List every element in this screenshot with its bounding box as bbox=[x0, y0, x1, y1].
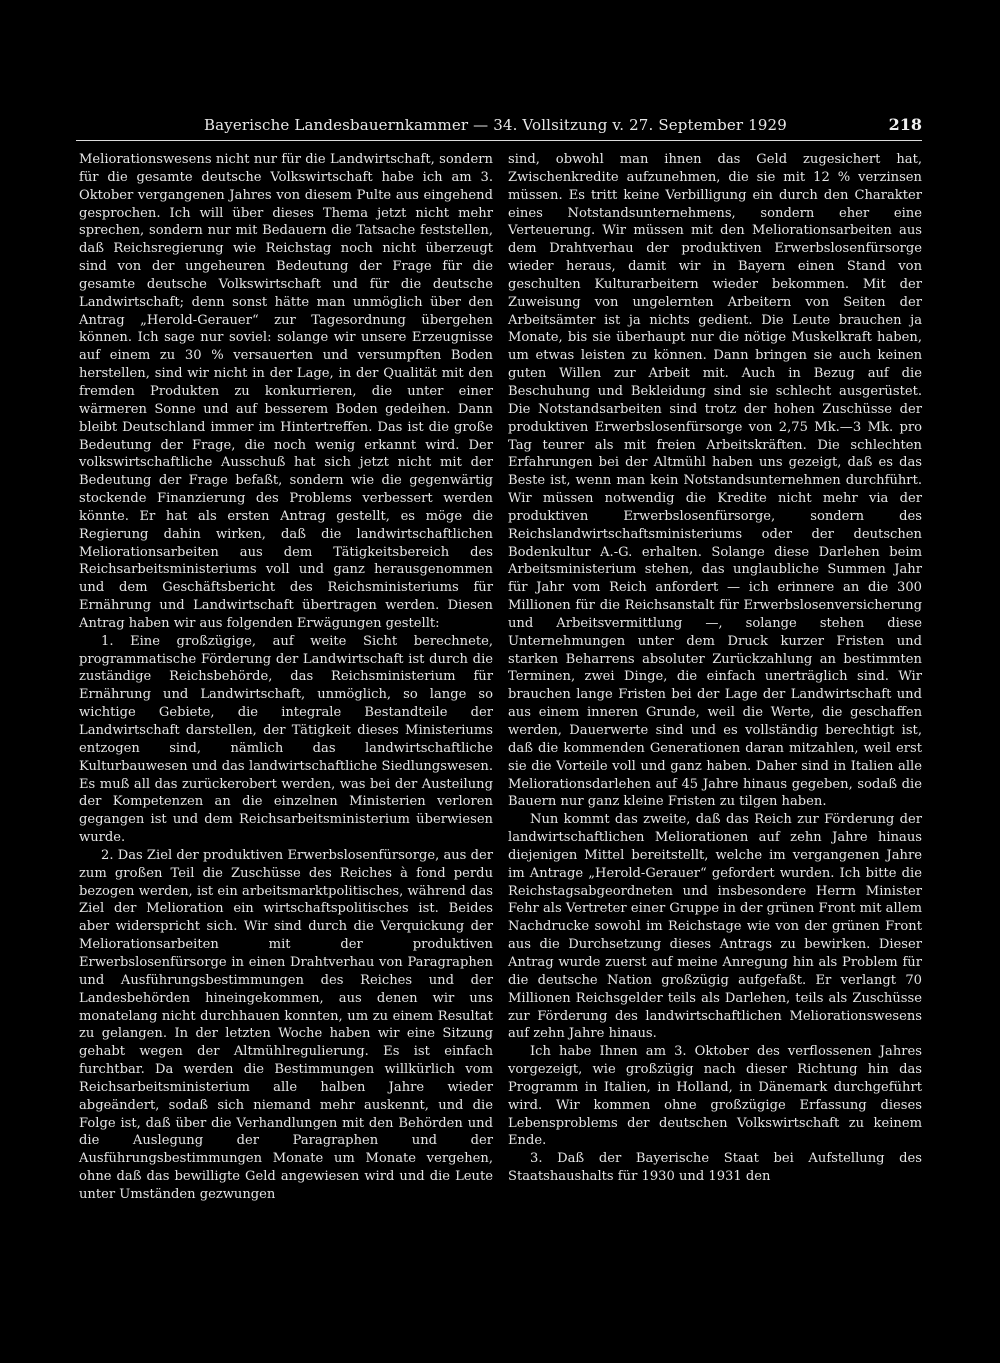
running-head: Bayerische Landesbauernkammer — 34. Vollsitzung v. 27. September 1929 bbox=[204, 116, 787, 134]
paragraph: sind, obwohl man ihnen das Geld zugesichert hat, Zwischenkredite aufzunehmen, die sie mit 12 % verzinsen müssen. Es tritt keine Verbilligung ein durch den Charakter eines Notstandsunternehmens, sondern eher eine Verteuerung. Wir müssen mit den Meliorationsarbeiten aus dem Drahtverhau der produktiven Erwerbslosenfürsorge wieder heraus, damit wir in Bayern einen Stand von geschulten Kulturarbeitern wieder bekommen. Mit der Zuweisung von ungelernten Arbeitern von Seiten der Arbeitsämter ist ja nichts gedient. Die Leute brauchen ja Monate, bis sie überhaupt nur die nötige Muskelkraft haben, um etwas leisten zu können. Dann bringen sie auch keinen guten Willen zur Arbeit mit. Auch in Bezug auf die Beschuhung und Bekleidung sind sie schlecht ausgerüstet. Die Notstandsarbeiten sind trotz der hohen Zuschüsse der produktiven Erwerbslosenfürsorge von 2,75 Mk.—3 Mk. pro Tag teurer als mit freien Arbeitskräften. Die schlechten Erfahrungen bei der Altmühl haben uns gezeigt, daß es das Beste ist, wenn man kein Notstandsunternehmen durchführt. Wir müssen notwendig die Kredite nicht mehr via der produktiven Erwerbslosenfürsorge, sondern des Reichslandwirtschaftsministeriums oder der deutschen Bodenkultur A.-G. erhalten. Solange diese Darlehen beim Arbeitsministerium stehen, das unglaubliche Summen Jahr für Jahr vom Reich anfordert — ich erinnere an die 300 Millionen für die Reichsanstalt für Erwerbslosenversicherung und Arbeitsvermittlung —, solange stehen diese Unternehmungen unter dem Druck kurzer Fristen und starken Beharrens absoluter Zurückzahlung an bestimmten Terminen, zwei Dinge, die einfach unerträglich sind. Wir brauchen lange Fristen bei der Lage der Landwirtschaft und aus einem inneren Grunde, weil die Werte, die geschaffen werden, Dauerwerte sind und es vollständig berechtigt ist, daß die kommenden Generationen daran mitzahlen, weil erst sie die Vorteile voll und ganz haben. Daher sind in Italien alle Meliorationsdarlehen auf 45 Jahre hinaus gegeben, sodaß die Bauern nur ganz kleine Fristen zu tilgen haben. bbox=[508, 152, 922, 810]
paragraph: 2. Das Ziel der produktiven Erwerbslosenfürsorge, aus der zum großen Teil die Zuschüsse des Reiches à fond perdu bezogen werden, ist ein arbeitsmarktpolitisches, während das Ziel der Melioration ein wirtschaftspolitisches ist. Beides aber widerspricht sich. Wir sind durch die Verquickung der Meliorationsarbeiten mit der produktiven Erwerbslosenfürsorge in einen Drahtverhau von Paragraphen und Ausführungsbestimmungen des Reiches und der Landesbehörden hineingekommen, aus denen wir uns monatelang nicht durchhauen konnten, um zu einem Resultat zu gelangen. In der letzten Woche haben wir eine Sitzung gehabt wegen der Altmühlregulierung. Es ist einfach furchtbar. Da werden die Bestimmungen willkürlich vom Reichsarbeitsministerium alle halben Jahre wieder abgeändert, sodaß sich niemand mehr auskennt, und die Folge ist, daß über die Verhandlungen mit den Behörden und die Auslegung der Paragraphen und der Ausführungsbestimmungen Monate um Monate vergehen, ohne daß das bewilligte Geld angewiesen wird und die Leute unter Umständen gezwungen bbox=[79, 847, 493, 1202]
left-column bbox=[79, 151, 493, 1204]
page-number: 218 bbox=[888, 115, 922, 134]
paragraph: Meliorationswesens nicht nur für die Landwirtschaft, sondern für die gesamte deutsche Volkswirtschaft habe ich am 3. Oktober vergangenen Jahres von diesem Pulte aus eingehend gesprochen. Ich will über dieses Thema jetzt nicht mehr sprechen, sondern nur mit Bedauern die Tatsache feststellen, daß Reichsregierung wie Reichstag noch nicht überzeugt sind von der ungeheuren Bedeutung der Frage für die gesamte deutsche Volkswirtschaft und für die deutsche Landwirtschaft; denn sonst hätte man unmöglich über den Antrag „Herold-Gerauer“ zur Tagesordnung übergehen können. Ich sage nur soviel: solange wir unsere Erzeugnisse auf einem zu 30 % versauerten und versumpften Boden herstellen, sind wir nicht in der Lage, in der Qualität mit den fremden Produkten zu konkurrieren, die unter einer wärmeren Sonne und auf besserem Boden gedeihen. Dann bleibt Deutschland immer im Hintertreffen. Das ist die große Bedeutung der Frage, die noch wenig erkannt wird. Der volkswirtschaftliche Ausschuß hat sich jetzt nicht mit der Bedeutung der Frage befaßt, sondern wie die gegenwärtig stockende Finanzierung des Problems verbessert werden könnte. Er hat als ersten Antrag gestellt, es möge die Regierung dahin wirken, daß die landwirtschaftlichen Meliorationsarbeiten aus dem Tätigkeitsbereich des Reichsarbeitsministeriums voll und ganz herausgenommen und dem Geschäftsbericht des Reichsministeriums für Ernährung und Landwirtschaft übertragen werden. Diesen Antrag haben wir aus folgenden Erwägungen gestellt: bbox=[79, 152, 493, 631]
right-column bbox=[508, 151, 922, 1186]
paragraph: 3. Daß der Bayerische Staat bei Aufstellung des Staatshaushalts für 1930 und 1931 den bbox=[508, 1151, 922, 1185]
paragraph: Ich habe Ihnen am 3. Oktober des verflossenen Jahres vorgezeigt, wie großzügig nach dieser Richtung hin das Programm in Italien, in Holland, in Dänemark durchgeführt wird. Wir kommen ohne großzügige Erfassung dieses Lebensproblems der deutschen Volkswirtschaft zu keinem Ende. bbox=[508, 1044, 922, 1149]
page-header bbox=[76, 112, 922, 141]
paragraph: Nun kommt das zweite, daß das Reich zur Förderung der landwirtschaftlichen Meliorationen auf zehn Jahre hinaus diejenigen Mittel bereitstellt, welche im vergangenen Jahre im Antrage „Herold-Gerauer“ gefordert wurden. Ich bitte die Reichstagsabgeordneten und insbesondere Herrn Minister Fehr als Vertreter einer Gruppe in der grünen Front mit allem Nachdrucke sowohl im Reichstage wie von der grünen Front aus die Durchsetzung dieses Antrags zu bewirken. Dieser Antrag wurde zuerst auf meine Anregung hin als Problem für die deutsche Nation großzügig aufgefaßt. Er verlangt 70 Millionen Reichsgelder teils als Darlehen, teils als Zuschüsse zur Förderung des landwirtschaftlichen Meliorationswesens auf zehn Jahre hinaus. bbox=[508, 812, 922, 1042]
paragraph: 1. Eine großzügige, auf weite Sicht berechnete, programmatische Förderung der Landwirtschaft ist durch die zuständige Reichsbehörde, das Reichsministerium für Ernährung und Landwirtschaft, unmöglich, so lange so wichtige Gebiete, die integrale Bestandteile der Landwirtschaft darstellen, der Tätigkeit dieses Ministeriums entzogen sind, nämlich das landwirtschaftliche Kulturbauwesen und das landwirtschaftliche Siedlungswesen. Es muß all das zurückerobert werden, was bei der Austeilung der Kompetenzen an die einzelnen Ministerien verloren gegangen ist und dem Reichsarbeitsministerium überwiesen wurde. bbox=[79, 633, 493, 846]
